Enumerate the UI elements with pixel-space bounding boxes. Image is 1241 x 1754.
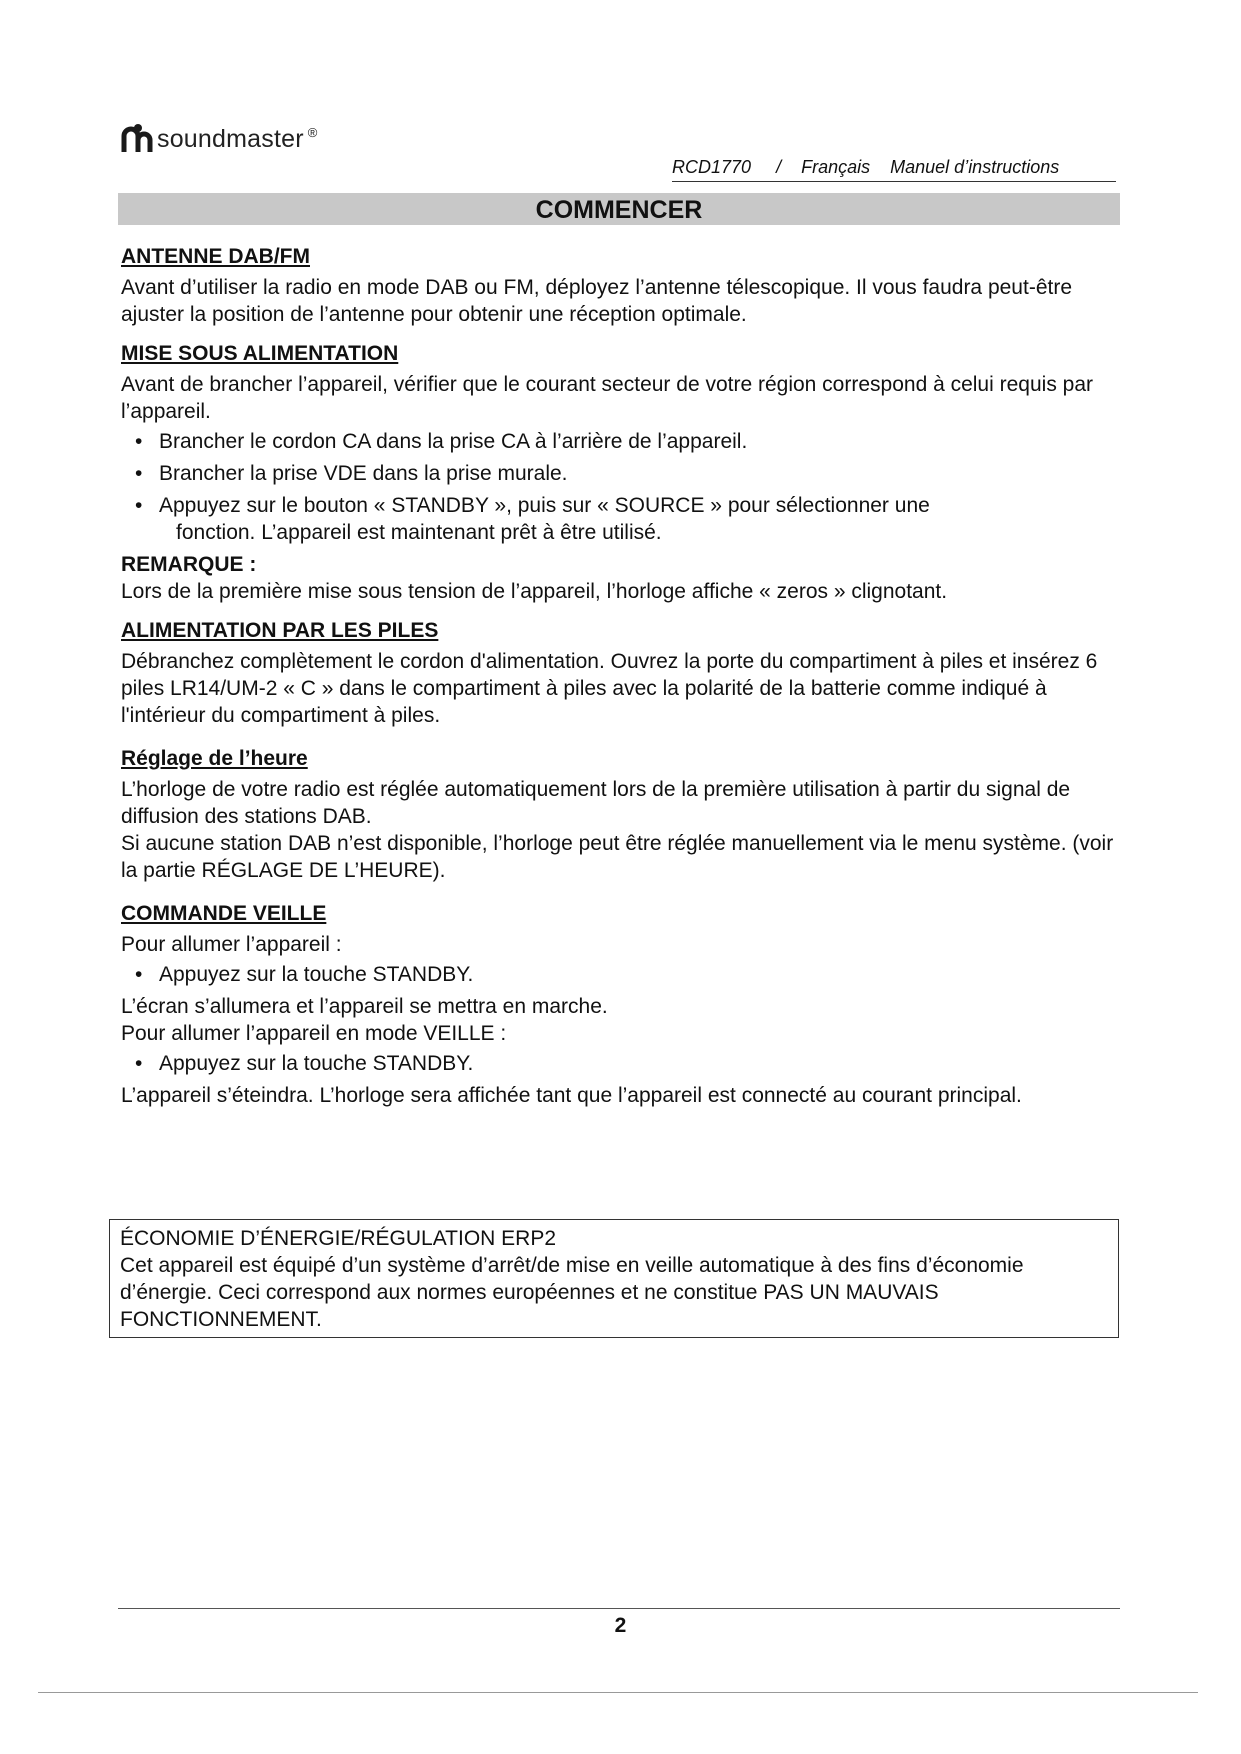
section-text: Pour allumer l’appareil en mode VEILLE :: [121, 1022, 507, 1045]
notice-text: Cet appareil est équipé d’un système d’arrêt/de mise en veille automatique à des fins d’économie d’énergie. Ceci correspond aux normes européennes et ne constitue PAS UN MAUVAIS FONCTIONNEMENT.: [120, 1254, 1024, 1331]
section-heading: MISE SOUS ALIMENTATION: [121, 342, 399, 365]
list-item: • Appuyez sur la touche STANDBY.: [159, 961, 1121, 988]
manual-label: Manuel d’instructions: [890, 157, 1060, 177]
energy-notice-box: [109, 1219, 1119, 1338]
note-label: REMARQUE :: [121, 553, 257, 576]
section-standby: [121, 900, 1121, 1109]
section-text: Si aucune station DAB n’est disponible, l’horloge peut être réglée manuellement via le menu système. (voir la partie RÉGLAGE DE L’HEURE).: [121, 832, 1114, 882]
model-number: RCD1770: [672, 157, 752, 177]
note-text: Lors de la première mise sous tension de l’appareil, l’horloge affiche « zeros » clignotant.: [121, 580, 948, 603]
section-heading: COMMANDE VEILLE: [121, 902, 327, 925]
section-text: L’écran s’allumera et l’appareil se mettra en marche.: [121, 995, 608, 1018]
section-text: L’appareil s’éteindra. L’horloge sera affichée tant que l’appareil est connecté au courant principal.: [121, 1084, 1022, 1107]
page-bottom-divider: [38, 1692, 1198, 1693]
page-title: COMMENCER: [118, 193, 1120, 225]
brand-logo: [121, 122, 318, 156]
section-battery: [121, 617, 1121, 729]
list-item-text: Appuyez sur le bouton « STANDBY », puis sur « SOURCE » pour sélectionner une: [159, 494, 930, 517]
list-item: • Brancher la prise VDE dans la prise murale.: [159, 460, 1121, 487]
section-antenna: [121, 243, 1121, 328]
section-heading: ALIMENTATION PAR LES PILES: [121, 619, 439, 642]
list-item: • Appuyez sur la touche STANDBY.: [159, 1050, 1121, 1077]
main-content: [121, 243, 1121, 1121]
power-steps: [121, 428, 1121, 546]
brand-name: soundmaster ®: [157, 124, 318, 153]
notice-title: ÉCONOMIE D’ÉNERGIE/RÉGULATION ERP2: [120, 1227, 557, 1250]
section-text: Avant de brancher l’appareil, vérifier que le courant secteur de votre région correspond à celui requis par l’appareil.: [121, 373, 1093, 423]
list-item: [159, 492, 1121, 546]
list-item-continuation: fonction. L’appareil est maintenant prêt à être utilisé.: [176, 521, 662, 544]
section-text: L’horloge de votre radio est réglée automatiquement lors de la première utilisation à partir du signal de diffusion des stations DAB.: [121, 778, 1071, 828]
soundmaster-logo-icon: [121, 122, 155, 156]
section-clock: [121, 745, 1121, 884]
section-heading: ANTENNE DAB/FM: [121, 245, 310, 268]
section-heading: Réglage de l’heure: [121, 747, 308, 770]
standby-steps: [121, 961, 1121, 988]
standby-mode-steps: [121, 1050, 1121, 1077]
section-text: Avant d’utiliser la radio en mode DAB ou FM, déployez l’antenne télescopique. Il vous faudra peut-être ajuster la position de l’antenne pour obtenir une réception optimale.: [121, 276, 1072, 326]
language-label: Français: [801, 157, 871, 177]
section-text: Pour allumer l’appareil :: [121, 933, 342, 956]
header-separator: /: [776, 157, 782, 177]
section-power: [121, 340, 1121, 605]
page-number: 2: [614, 1614, 627, 1637]
list-item: • Brancher le cordon CA dans la prise CA à l’arrière de l’appareil.: [159, 428, 1121, 455]
footer-divider: [118, 1608, 1120, 1609]
section-text: Débranchez complètement le cordon d'alimentation. Ouvrez la porte du compartiment à piles et insérez 6 piles LR14/UM-2 « C » dans le compartiment à piles avec la polarité de la batterie comme indiqué à l'intérieur du compartiment à piles.: [121, 650, 1098, 727]
document-header: [672, 157, 1116, 182]
